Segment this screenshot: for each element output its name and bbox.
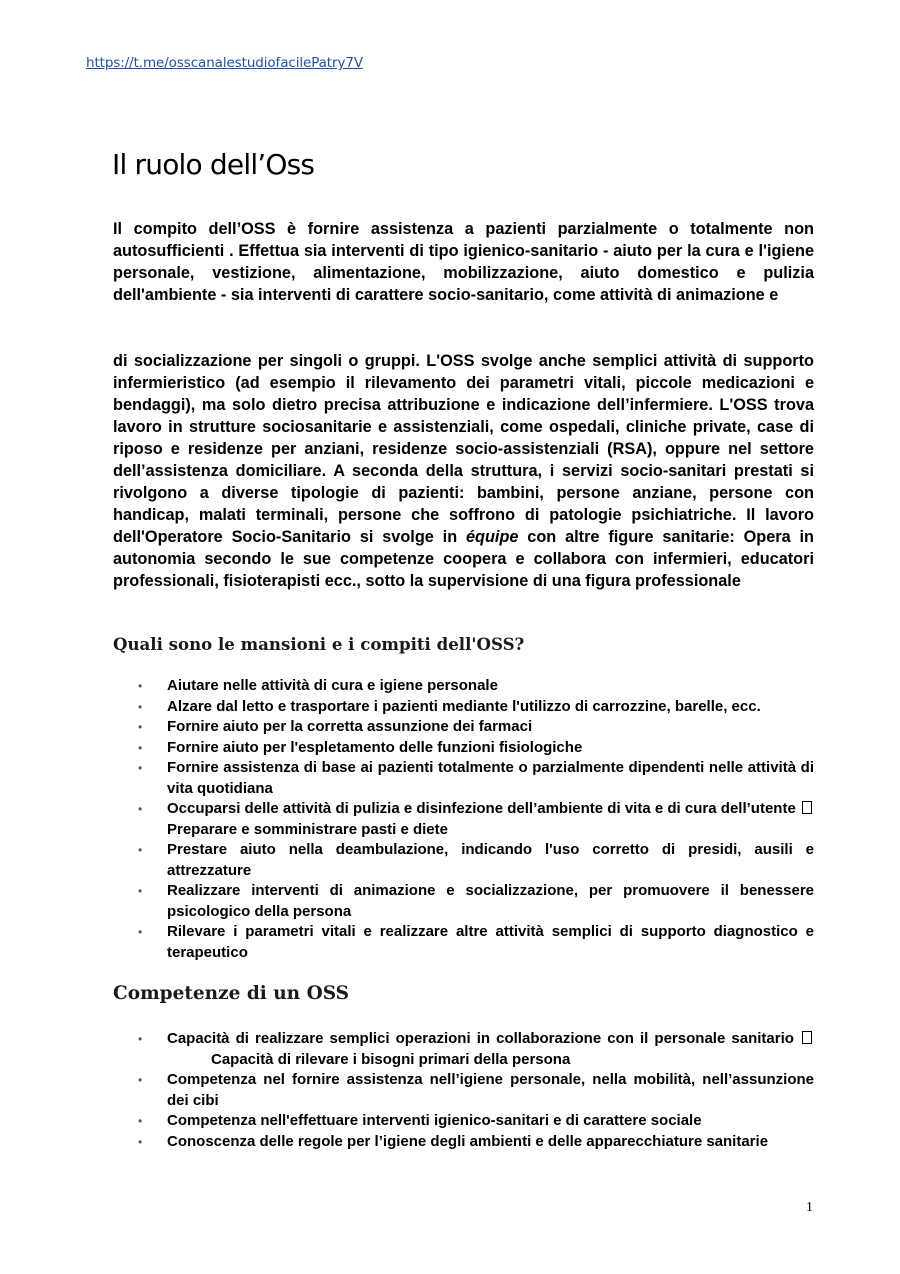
list-item (138, 881, 814, 922)
bullet-icon: • (138, 884, 143, 898)
section-heading-competenze: Competenze di un OSS (113, 983, 350, 1004)
list-item (138, 1111, 814, 1132)
section-heading-mansioni: Quali sono le mansioni e i compiti dell'OSS? (113, 634, 525, 654)
missing-glyph-icon (802, 1031, 812, 1044)
bullet-icon: • (138, 761, 143, 775)
bullet-icon: • (138, 720, 143, 734)
page-number: 1 (806, 1200, 813, 1215)
list-item-text: Competenza nell'effettuare interventi igienico-sanitari e di carattere sociale (167, 1112, 702, 1129)
list-item (138, 676, 814, 697)
list-item (138, 1070, 814, 1111)
list-item (138, 799, 814, 840)
list-item (138, 1029, 814, 1070)
list-item-text: Competenza nel fornire assistenza nell’igiene personale, nella mobilità, nell’assunzione dei cibi (167, 1071, 814, 1109)
bullet-icon: • (138, 1114, 143, 1128)
bullet-icon: • (138, 1032, 143, 1046)
list-item (138, 758, 814, 799)
competenze-list (138, 1029, 814, 1152)
list-item-text: Preparare e somministrare pasti e diete (167, 820, 448, 838)
list-item-text: Conoscenza delle regole per l’igiene degli ambienti e delle apparecchiature sanitarie (167, 1132, 769, 1150)
list-item (138, 738, 814, 759)
bullet-icon: • (138, 925, 143, 939)
list-item (138, 1132, 814, 1153)
bullet-icon: • (138, 843, 143, 857)
bullet-icon: • (138, 802, 143, 816)
header-telegram-link[interactable]: https://t.me/osscanalestudiofacilePatry7V (86, 55, 363, 71)
bullet-icon: • (138, 699, 143, 714)
list-item-text: Prestare aiuto nella deambulazione, indicando l'uso corretto di presidi, ausili e attrezzature (167, 841, 814, 879)
list-item-text: Realizzare interventi di animazione e socializzazione, per promuovere il benessere psicologico della persona (167, 882, 814, 920)
list-item-text: Rilevare i parametri vitali e realizzare altre attività semplici di supporto diagnostico e terapeutico (167, 923, 814, 961)
bullet-icon: • (138, 1134, 143, 1149)
list-item (138, 717, 814, 738)
list-item-text: Capacità di rilevare i bisogni primari della persona (211, 1050, 571, 1068)
list-item-text: Fornire aiuto per la corretta assunzione dei farmaci (167, 718, 533, 735)
bullet-icon: • (138, 1073, 143, 1087)
bullet-icon: • (138, 740, 143, 755)
list-item-text: Fornire aiuto per l'espletamento delle funzioni fisiologiche (167, 738, 583, 756)
list-item (138, 697, 814, 718)
bullet-icon: • (138, 679, 143, 693)
intro-paragraph-2 (113, 350, 814, 592)
list-item-text: Occuparsi delle attività di pulizia e disinfezione dell’ambiente di vita e di cura dell’utente (167, 800, 796, 817)
intro-paragraph-1: Il compito dell’OSS è fornire assistenza a pazienti parzialmente o totalmente non autosufficienti . Effettua sia interventi di tipo igienico-sanitario - aiuto per la cura e l'igiene personale, vestizione, alimentazione, mobilizzazione, aiuto domestico e pulizia dell'ambiente - sia interventi di carattere socio-sanitario, come attività di animazione e (113, 220, 814, 304)
intro-text: con altre figure sanitarie: Opera in autonomia secondo le sue competenze coopera e collabora con infermieri, educatori professionali, fisioterapisti ecc., sotto la supervisione di una figura professionale (113, 528, 814, 590)
intro-text: di socializzazione per singoli o gruppi. L'OSS svolge anche semplici attività di supporto infermieristico (ad esempio il rilevamento dei parametri vitali, piccole medicazioni e bendaggi), ma solo dietro precisa attribuzione e indicazione dell’infermiere. L'OSS trova lavoro in strutture sociosanitarie e assistenziali, come ospedali, cliniche private, case di riposo e residenze per anziani, residenze socio-assistenziali (RSA), oppure nel settore dell’assistenza domiciliare. A seconda della struttura, i servizi socio-sanitari prestati si rivolgono a diverse tipologie di pazienti: bambini, persone anziane, persone con handicap, malati terminali, persone che soffrono di patologie psichiatriche. Il lavoro dell'Operatore Socio-Sanitario si svolge in (113, 352, 814, 546)
list-item (138, 840, 814, 881)
list-item-text: Alzare dal letto e trasportare i pazienti mediante l'utilizzo di carrozzine, barelle, ecc. (167, 697, 761, 715)
page-title: Il ruolo dell’Oss (112, 148, 315, 181)
list-item (138, 922, 814, 963)
list-item-text: Aiutare nelle attività di cura e igiene personale (167, 677, 498, 694)
list-item-text: Capacità di realizzare semplici operazioni in collaborazione con il personale sanitario (167, 1030, 794, 1047)
list-item-text: Fornire assistenza di base ai pazienti totalmente o parzialmente dipendenti nelle attività di vita quotidiana (167, 759, 814, 797)
equipe-emphasis: équipe (465, 528, 519, 546)
missing-glyph-icon (802, 801, 812, 814)
mansioni-list (138, 676, 814, 963)
